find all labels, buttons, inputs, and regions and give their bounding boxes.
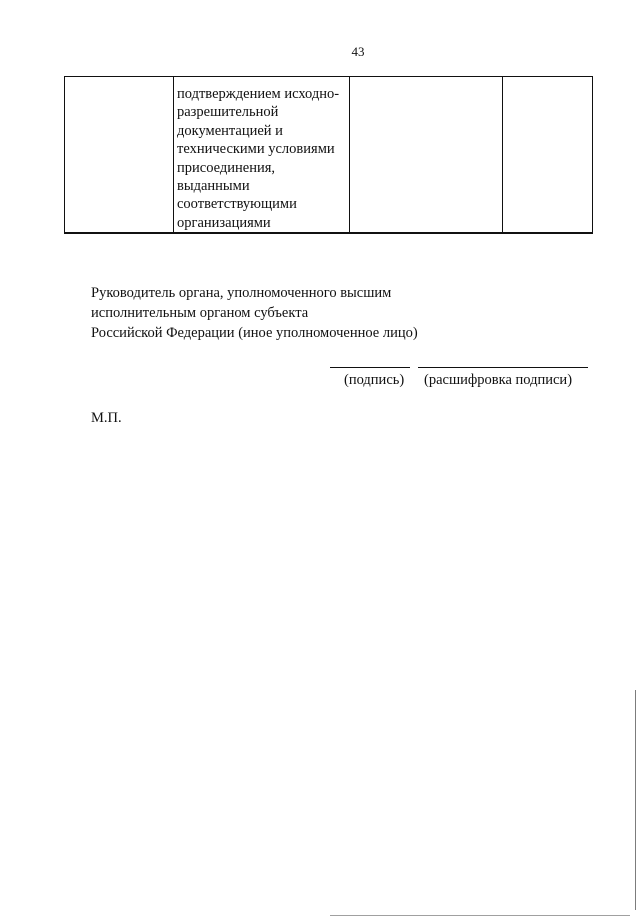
signature-decoding-caption: (расшифровка подписи) xyxy=(424,372,573,388)
table-cell-1 xyxy=(65,77,174,234)
signature-caption: (подпись) xyxy=(344,372,405,388)
scan-edge-mark xyxy=(330,915,630,916)
stamp-placeholder: М.П. xyxy=(91,410,122,426)
table-cell-3 xyxy=(350,77,503,234)
scan-edge-mark xyxy=(635,690,636,910)
signatory-position: Руководитель органа, уполномоченного высшим исполнительным органом субъекта Российской Федерации (иное уполномоченное лицо) xyxy=(91,285,418,341)
document-table xyxy=(64,76,593,234)
page-number: 43 xyxy=(351,44,365,59)
table-cell-4 xyxy=(503,77,593,234)
table-row xyxy=(65,77,593,234)
table-cell-2-text: подтверждением исходно- разрешительной документацией и техническими условиями присоединения, выданными соответствующими организациями xyxy=(177,86,340,231)
table-cell-2 xyxy=(174,77,350,234)
signature-line xyxy=(330,367,410,368)
signature-decoding-line xyxy=(418,367,588,368)
